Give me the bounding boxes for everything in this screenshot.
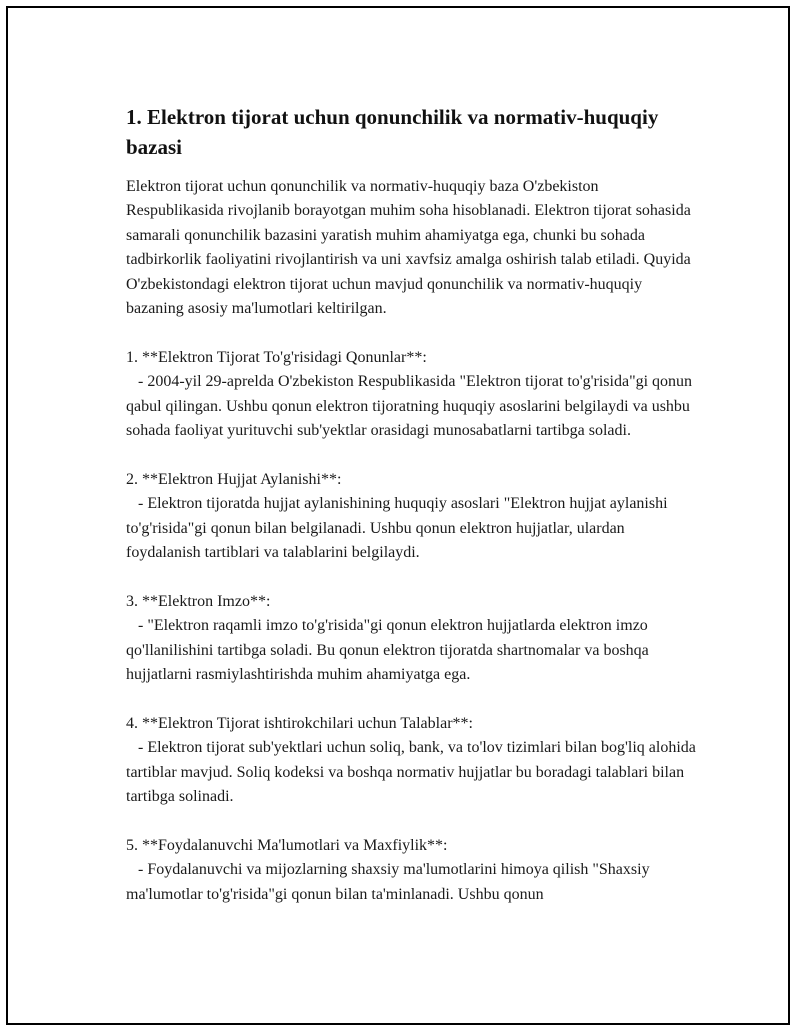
document-content [126, 102, 698, 907]
page-title: 1. Elektron tijorat uchun qonunchilik va normativ-huquqiy bazasi [126, 105, 659, 159]
page-frame [6, 6, 790, 1025]
body-text: Elektron tijorat uchun qonunchilik va normativ-huquqiy baza O'zbekiston Respublikasida rivojlanib borayotgan muhim soha hisoblanadi. Elektron tijorat sohasida samarali qonunchilik bazasini yaratish muhim ahamiyatga ega, chunki bu sohada tadbirkorlik faoliyatini rivojlantirish va uni xavfsiz amalga oshirish talab etiladi. Quyida O'zbekistondagi elektron tijorat uchun mavjud qonunchilik va normativ-huquqiy bazaning asosiy ma'lumotlari keltirilgan. 1. **Elektron Tijorat To'g'risidagi Qonunlar**: - 2004-yil 29-aprelda O'zbekiston Respublikasida "Elektron tijorat to'g'risida"gi qonun qabul qilingan. Ushbu qonun elektron tijoratning huquqiy asoslarini belgilaydi va ushbu sohada faoliyat yurituvchi sub'yektlar orasidagi munosabatlarni tartibga soladi. 2. **Elektron Hujjat Aylanishi**: - Elektron tijoratda hujjat aylanishining huquqiy asoslari "Elektron hujjat aylanishi to'g'risida"gi qonun bilan belgilanadi. Ushbu qonun elektron hujjatlar, ulardan foydalanish tartiblari va talablarini belgilaydi. 3. **Elektron Imzo**: - "Elektron raqamli imzo to'g'risida"gi qonun elektron hujjatlarda elektron imzo qo'llanilishini tartibga soladi. Bu qonun elektron tijoratda shartnomalar va boshqa hujjatlarni rasmiylashtirishda muhim ahamiyatga ega. 4. **Elektron Tijorat ishtirokchilari uchun Talablar**: - Elektron tijorat sub'yektlari uchun soliq, bank, va to'lov tizimlari bilan bog'liq alohida tartiblar mavjud. Soliq kodeksi va boshqa normativ hujjatlar bu boradagi talablari bilan tartibga solinadi. 5. **Foydalanuvchi Ma'lumotlari va Maxfiylik**: - Foydalanuvchi va mijozlarning shaxsiy ma'lumotlarini himoya qilish "Shaxsiy ma'lumotlar to'g'risida"gi qonun bilan ta'minlanadi. Ushbu qonun [126, 178, 696, 903]
